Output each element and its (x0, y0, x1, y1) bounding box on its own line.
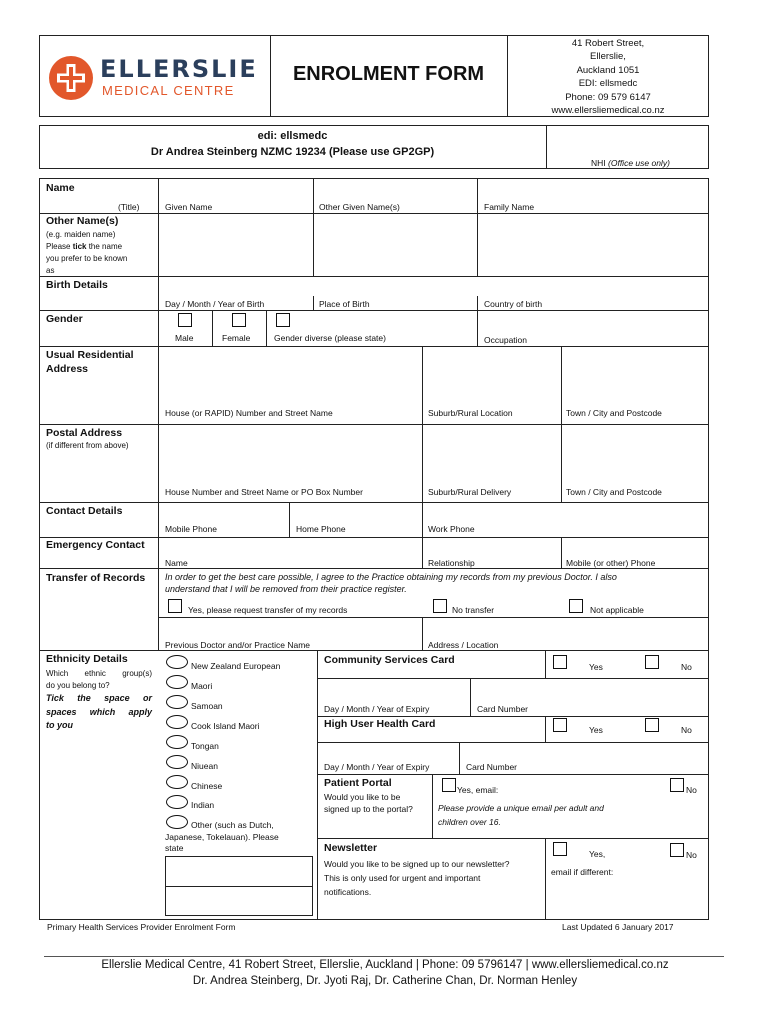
footer-doctors-line: Dr. Andrea Steinberg, Dr. Jyoti Raj, Dr. Catherine Chan, Dr. Norman Henley (192, 975, 578, 987)
portal-note: Please provide a unique email per adult and children over 16. (438, 803, 604, 827)
csc-no-checkbox[interactable] (645, 655, 659, 669)
gender-male-label: Male (175, 333, 194, 343)
logo-name: ELLERSLIE (100, 55, 258, 83)
transfer-no-label: No transfer (452, 605, 495, 615)
ethnicity-samoan-option[interactable] (166, 695, 188, 709)
emergency-mobile-label: Mobile (or other) Phone (566, 558, 656, 568)
emergency-name-label: Name (165, 558, 188, 568)
dob-label: Day / Month / Year of Birth (165, 299, 265, 309)
ethnicity-tongan-option[interactable] (166, 735, 188, 749)
ethnicity-cook-island-option[interactable] (166, 715, 188, 729)
place-of-birth-label: Place of Birth (319, 299, 370, 309)
newsletter-label: Newsletter (324, 842, 378, 854)
newsletter-question: Would you like to be signed up to our newsletter? This is only used for urgent and important notifications. (324, 859, 510, 897)
logo-subtitle: MEDICAL CENTRE (102, 83, 235, 98)
huhc-no-label: No (681, 725, 692, 735)
previous-doctor-label: Previous Doctor and/or Practice Name (165, 640, 311, 650)
huhc-yes-label: Yes (589, 725, 603, 735)
address-line: Ellerslie, (590, 51, 626, 63)
address-line: EDI: ellsmedc (578, 78, 638, 90)
ethnicity-option-label: Cook Island Maori (191, 721, 260, 731)
edi-code: edi: ellsmedc (257, 130, 328, 142)
ethnicity-maori-option[interactable] (166, 675, 188, 689)
gender-female-label: Female (222, 333, 251, 343)
nhi-label: NHI (Office use only) (591, 158, 670, 168)
portal-no-checkbox[interactable] (670, 778, 684, 792)
ethnicity-other-label: Other (such as Dutch, Japanese, Tokelauan). Please state (165, 820, 279, 853)
huhc-yes-checkbox[interactable] (553, 718, 567, 732)
contact-details-label: Contact Details (46, 505, 123, 517)
ethnicity-option-label: Samoan (191, 701, 223, 711)
given-name-label: Given Name (165, 202, 213, 212)
transfer-yes-checkbox[interactable] (168, 599, 182, 613)
csc-yes-label: Yes (589, 662, 603, 672)
last-updated: Last Updated 6 January 2017 (562, 922, 674, 932)
newsletter-email-label: email if different: (551, 867, 614, 877)
newsletter-no-checkbox[interactable] (670, 843, 684, 857)
huhc-label: High User Health Card (324, 718, 436, 730)
footer-divider (44, 956, 724, 957)
transfer-statement: In order to get the best care possible, I agree to the Practice obtaining my records from my previous Doctor. I also understand that I will be removed from their practice register. (165, 572, 617, 594)
previous-address-label: Address / Location (428, 640, 499, 650)
gender-label: Gender (46, 313, 83, 325)
residential-town-label: Town / City and Postcode (566, 408, 662, 418)
portal-email-input[interactable] (505, 780, 669, 798)
ethnicity-chinese-option[interactable] (166, 775, 188, 789)
newsletter-yes-checkbox[interactable] (553, 842, 567, 856)
gender-male-checkbox[interactable] (178, 313, 192, 327)
occupation-label: Occupation (484, 335, 527, 345)
gender-female-checkbox[interactable] (232, 313, 246, 327)
work-phone-label: Work Phone (428, 524, 475, 534)
ethnicity-question: Which ethnic group(s) do you belong to? (46, 669, 152, 690)
ethnicity-nz-european-option[interactable] (166, 655, 188, 669)
residential-address-label: Usual Residential Address (46, 349, 134, 375)
address-line: 41 Robert Street, (571, 38, 645, 49)
ethnicity-instruction: Tick the space or spaces which apply to you (46, 693, 152, 730)
other-given-name-label: Other Given Name(s) (319, 202, 400, 212)
practice-address (507, 37, 709, 117)
ethnicity-option-label: Maori (191, 681, 213, 691)
form-name: Primary Health Services Provider Enrolment Form (47, 922, 236, 932)
portal-yes-checkbox[interactable] (442, 778, 456, 792)
home-phone-label: Home Phone (296, 524, 346, 534)
gender-diverse-label: Gender diverse (please state) (274, 333, 386, 343)
transfer-na-label: Not applicable (590, 605, 644, 615)
medical-cross-icon (48, 55, 94, 101)
transfer-na-checkbox[interactable] (569, 599, 583, 613)
residential-suburb-label: Suburb/Rural Location (428, 408, 513, 418)
given-name-field[interactable] (160, 216, 314, 276)
postal-suburb-label: Suburb/Rural Delivery (428, 487, 512, 497)
ethnicity-option-label: Tongan (191, 741, 219, 751)
huhc-no-checkbox[interactable] (645, 718, 659, 732)
other-given-name-field[interactable] (315, 216, 477, 276)
gender-diverse-checkbox[interactable] (276, 313, 290, 327)
country-of-birth-label: Country of birth (484, 299, 543, 309)
address-line: Phone: 09 579 6147 (565, 91, 651, 103)
postal-town-label: Town / City and Postcode (566, 487, 662, 497)
address-line: Auckland 1051 (576, 64, 640, 76)
ethnicity-option-label: New Zealand European (191, 661, 281, 671)
ethnicity-option-label: Indian (191, 800, 215, 810)
footer-contact-line: Ellerslie Medical Centre, 41 Robert Street, Ellerslie, Auckland | Phone: 09 5796147 | www.ellersliemedical.co.nz (101, 959, 669, 971)
portal-label: Patient Portal (324, 777, 392, 789)
portal-yes-label: Yes, email: (457, 785, 499, 795)
family-name-field[interactable] (479, 216, 709, 276)
ethnicity-label: Ethnicity Details (46, 653, 128, 665)
transfer-records-label: Transfer of Records (46, 572, 146, 584)
postal-address-note: (if different from above) (46, 441, 129, 450)
csc-no-label: No (681, 662, 692, 672)
title-label: (Title) (118, 202, 140, 212)
name-label: Name (46, 182, 75, 194)
postal-address-label: Postal Address (46, 427, 123, 439)
csc-yes-checkbox[interactable] (553, 655, 567, 669)
birth-details-label: Birth Details (46, 279, 108, 291)
transfer-yes-label: Yes, please request transfer of my records (188, 605, 348, 615)
ethnicity-option-label: Chinese (191, 781, 223, 791)
emergency-contact-label: Emergency Contact (46, 539, 145, 551)
huhc-card-number-label: Card Number (466, 762, 518, 772)
ethnicity-niuean-option[interactable] (166, 755, 188, 769)
family-name-label: Family Name (484, 202, 535, 212)
address-line: www.ellersliemedical.co.nz (551, 105, 665, 117)
newsletter-yes-label: Yes, (589, 849, 606, 859)
form-title: ENROLMENT FORM (292, 63, 485, 85)
postal-house-label: House Number and Street Name or PO Box Number (165, 487, 363, 497)
huhc-expiry-label: Day / Month / Year of Expiry (324, 762, 430, 772)
logo (48, 53, 263, 103)
ethnicity-option-label: Niuean (191, 761, 218, 771)
doctor-nzmc: Dr Andrea Steinberg NZMC 19234 (Please use GP2GP) (150, 146, 435, 158)
portal-question: Would you like to be signed up to the portal? (324, 792, 413, 814)
emergency-relationship-label: Relationship (428, 558, 475, 568)
portal-no-label: No (686, 785, 697, 795)
residential-house-label: House (or RAPID) Number and Street Name (165, 408, 333, 418)
newsletter-no-label: No (686, 850, 697, 860)
mobile-phone-label: Mobile Phone (165, 524, 217, 534)
other-names-note: (e.g. maiden name) Please tick the name you prefer to be known as (46, 230, 128, 275)
csc-expiry-label: Day / Month / Year of Expiry (324, 704, 430, 714)
other-names-label: Other Name(s) (46, 215, 119, 227)
ethnicity-indian-option[interactable] (166, 795, 188, 809)
csc-card-number-label: Card Number (477, 704, 529, 714)
transfer-no-checkbox[interactable] (433, 599, 447, 613)
csc-label: Community Services Card (324, 654, 455, 666)
